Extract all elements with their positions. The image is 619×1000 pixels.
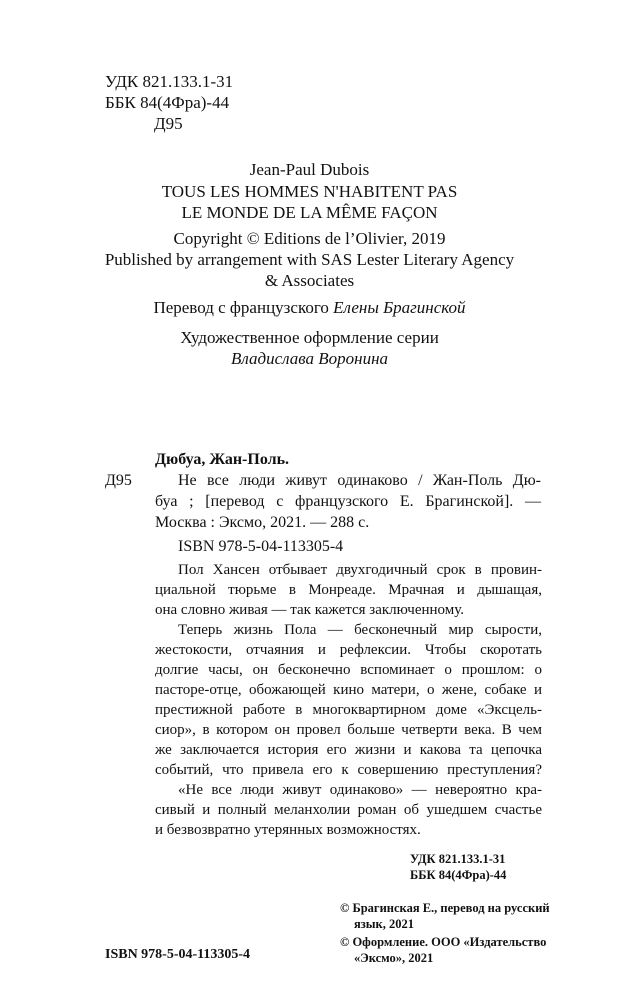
udk-code: УДК 821.133.1-31 (105, 72, 234, 91)
design-label: Художественное оформление серии (180, 328, 439, 347)
translation-label: Перевод с французского (153, 298, 329, 317)
annotation-line: Теперь жизнь Пола — бесконечный мир сырости, (178, 622, 542, 638)
catalog-mark: Д95 (105, 472, 132, 489)
bottom-udk: УДК 821.133.1-31 (410, 852, 506, 866)
annotation-line: сиор», в котором он провел больше четверти века. В чем (155, 722, 542, 738)
annotation-line: пасторе-отце, обожающей кино матери, о жене, собаке и (155, 682, 542, 698)
bbk-code: ББК 84(4Фра)-44 (105, 93, 230, 112)
annotation-line: и безвозвратно утерянных возможностях. (155, 822, 421, 838)
catalog-isbn: ISBN 978-5-04-113305-4 (178, 538, 344, 555)
annotation-line: циальной тюрьме в Монреаде. Мрачная и дышащая, (155, 582, 542, 598)
annotation-line: Пол Хансен отбывает двухгодичный срок в провин- (178, 562, 542, 578)
bottom-isbn: ISBN 978-5-04-113305-4 (105, 947, 251, 962)
designer-name-text: Владислава Воронина (230, 349, 389, 368)
arrangement-line1: Published by arrangement with SAS Lester Literary Agency (104, 250, 515, 269)
catalog-line-2: буа ; [перевод с французского Е. Брагинской]. — (155, 493, 541, 510)
translator-name: Елены Брагинской (333, 298, 466, 317)
credit-translation-line1: © Брагинская Е., перевод на русский (340, 901, 550, 915)
credit-design-line1: © Оформление. ООО «Издательство (340, 935, 547, 949)
annotation-line: жестокости, отчаяния и рефлексии. Чтобы скоротать (155, 642, 542, 658)
credit-design-line2: «Эксмо», 2021 (354, 951, 434, 965)
catalog-line-1: Не все люди живут одинаково / Жан-Поль Дю- (178, 472, 541, 489)
annotation-line: она словно живая — так кажется заключенному. (155, 602, 464, 618)
author-mark: Д95 (154, 114, 183, 133)
annotation-line: событий, что привела его к совершению преступления? (155, 762, 542, 778)
bottom-bbk: ББК 84(4Фра)-44 (410, 868, 507, 882)
catalog-heading: Дюбуа, Жан-Поль. (155, 451, 290, 468)
annotation-line: «Не все люди живут одинаково» — невероятно кра- (178, 782, 542, 798)
credit-translation-line2: язык, 2021 (354, 917, 414, 931)
designer-name (0, 348, 619, 369)
original-author: Jean-Paul Dubois (249, 160, 370, 179)
annotation-line: престижной работе в многоквартирном доме «Эксцель- (155, 702, 542, 718)
original-title-line1: TOUS LES HOMMES N'HABITENT PAS (161, 182, 458, 201)
annotation-line: долгие часы, он бесконечно вспоминает о прошлом: о (155, 662, 542, 678)
translation-credit (0, 297, 619, 318)
annotation-line: сивый и полный меланхолии роман об ушедшем счастье (155, 802, 542, 818)
original-title-line2: LE MONDE DE LA MÊME FAÇON (181, 203, 438, 222)
copyright-line: Copyright © Editions de l’Olivier, 2019 (173, 229, 446, 248)
arrangement-line2: & Associates (264, 271, 355, 290)
catalog-line-3: Москва : Эксмо, 2021. — 288 с. (155, 514, 370, 531)
annotation-line: же заключается история его жизни и какова та цепочка (155, 742, 542, 758)
